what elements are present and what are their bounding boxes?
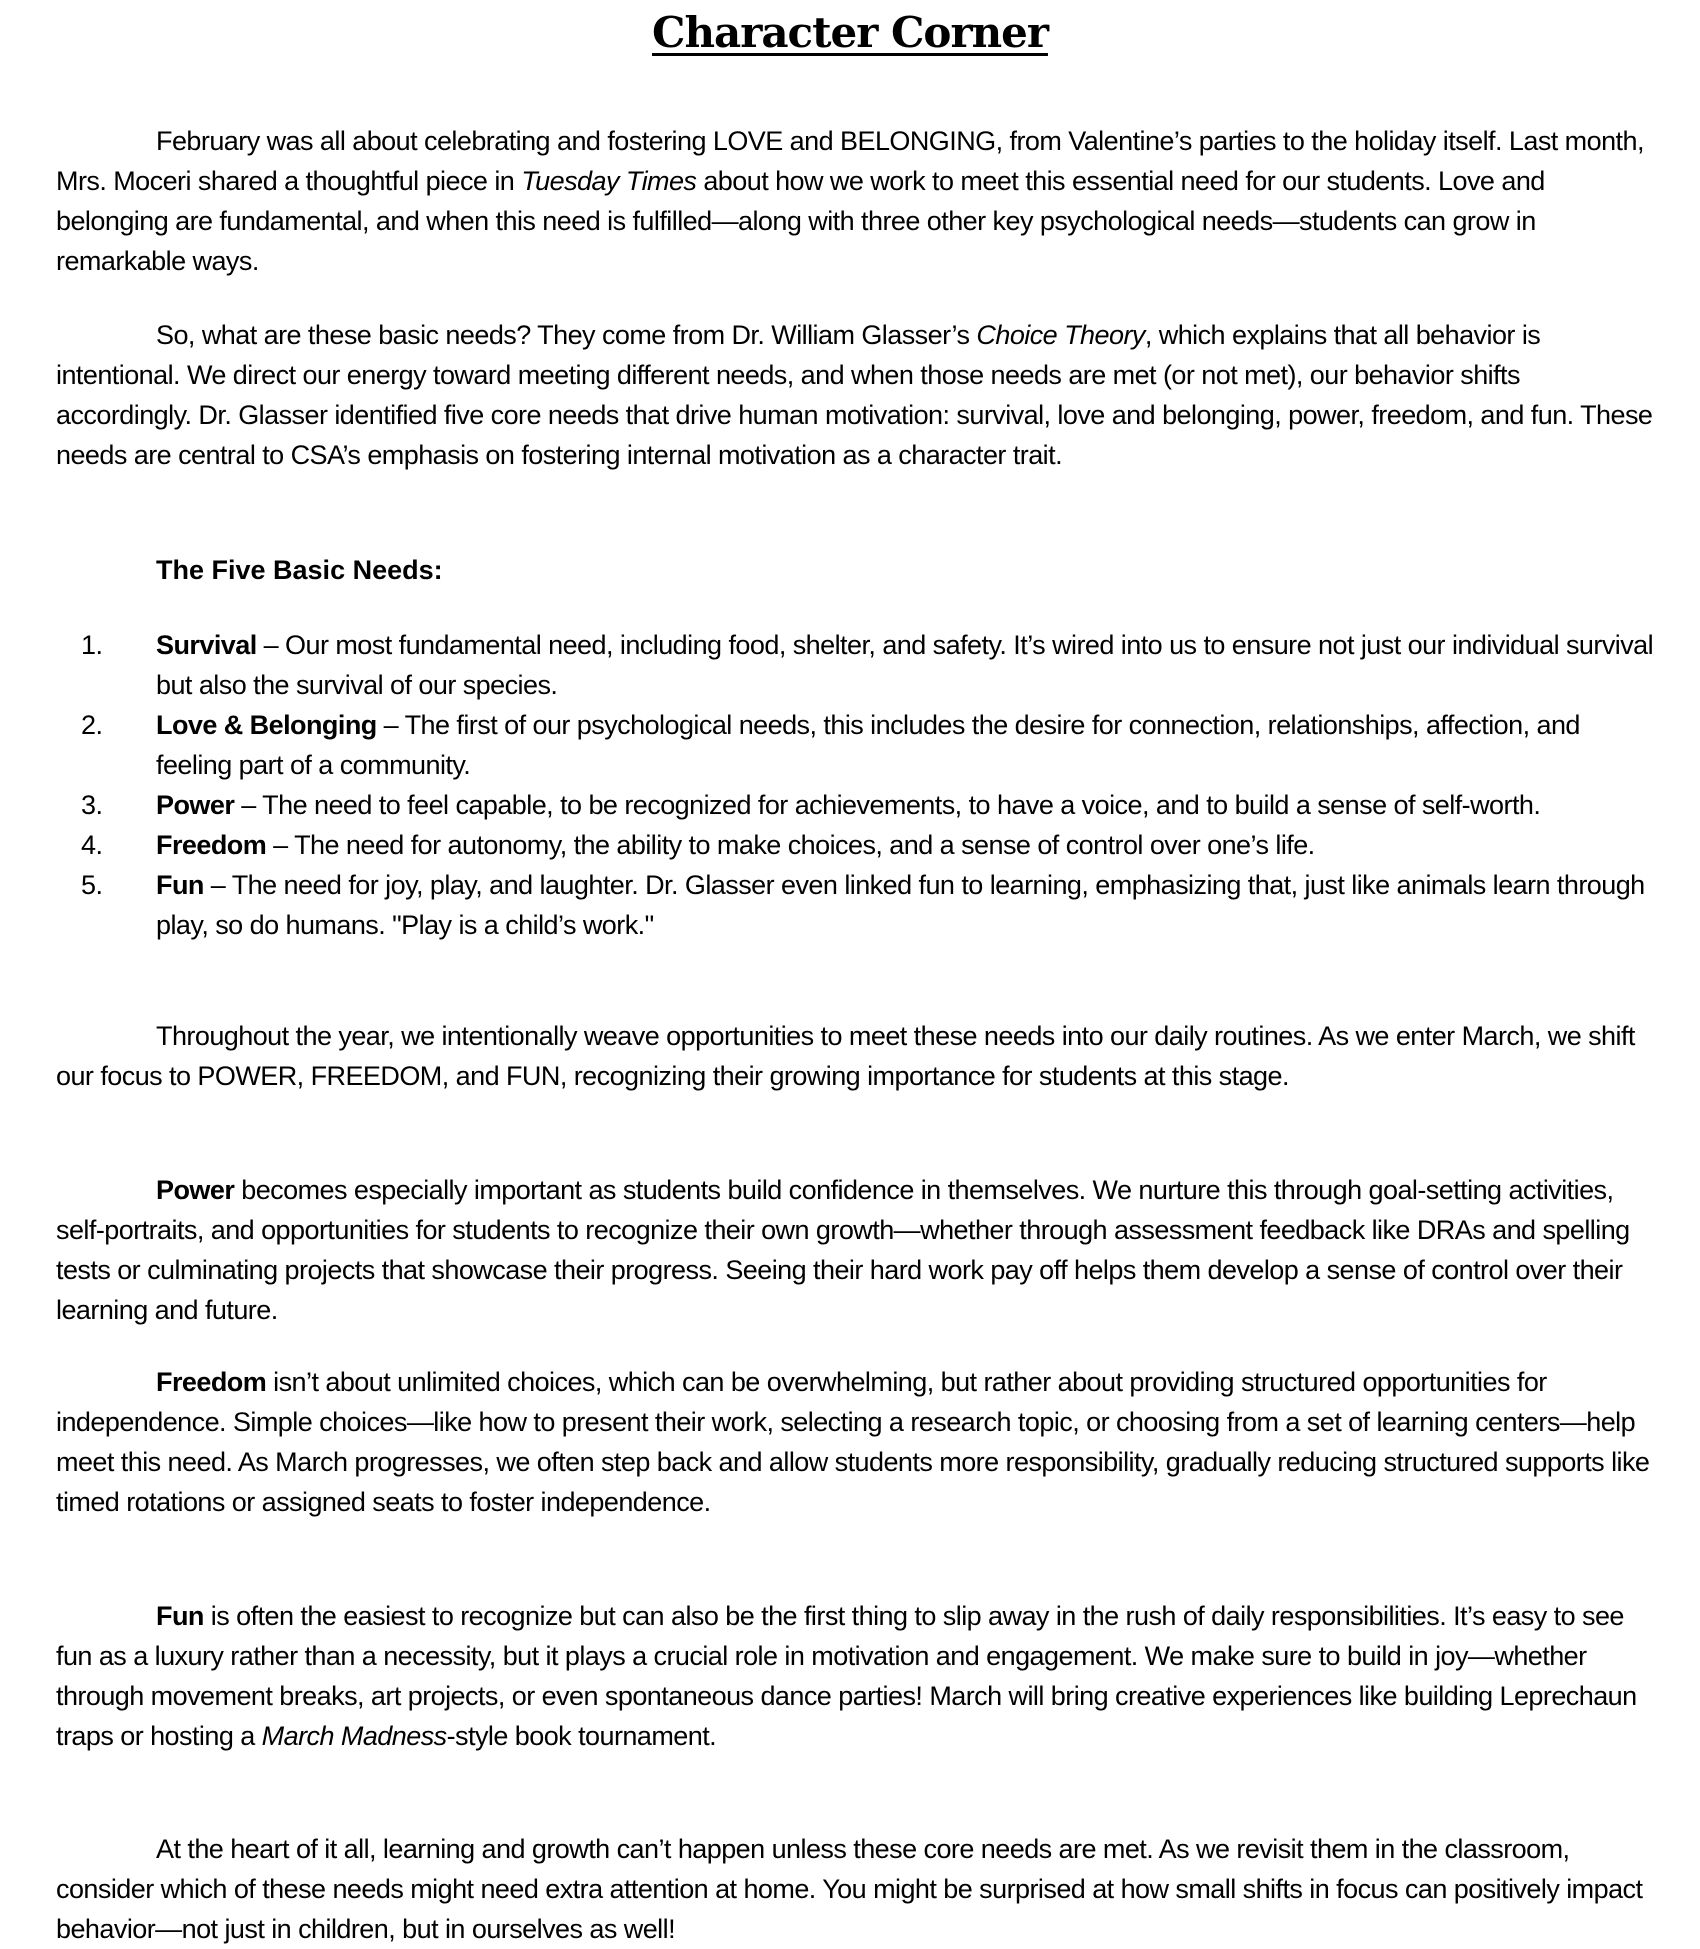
list-item: 5. Fun – The need for joy, play, and laughter. Dr. Glasser even linked fun to learning, emphasizing that, just like animals learn through play, so do humans. "Play is a child’s work." xyxy=(81,870,1645,940)
fun-paragraph: Fun is often the easiest to recognize but can also be the first thing to slip away in the rush of daily responsibilities. It’s easy to see fun as a luxury rather than a necessity, but it plays a crucial role in motivation and engagement. We make sure to build in joy—whether through movement breaks, art projects, or even spontaneous dance parties! March will bring creative experiences like building Leprechaun traps or hosting a March Madness-style book tournament. xyxy=(56,1601,1637,1751)
march-focus-paragraph: Throughout the year, we intentionally weave opportunities to meet these needs into our daily routines. As we enter March, we shift our focus to POWER, FREEDOM, and FUN, recognizing their growing importance for students at this stage. xyxy=(56,1021,1635,1091)
list-item: 3. Power – The need to feel capable, to be recognized for achievements, to have a voice, and to build a sense of self-worth. xyxy=(81,790,1541,820)
needs-list xyxy=(56,625,1656,945)
page-title: Character Corner xyxy=(652,8,1048,57)
choice-theory-paragraph: So, what are these basic needs? They come from Dr. William Glasser’s Choice Theory, which explains that all behavior is intentional. We direct our energy toward meeting different needs, and when those needs are met (or not met), our behavior shifts accordingly. Dr. Glasser identified five core needs that drive human motivation: survival, love and belonging, power, freedom, and fun. These needs are central to CSA’s emphasis on fostering internal motivation as a character trait. xyxy=(56,320,1653,470)
closing-paragraph: At the heart of it all, learning and growth can’t happen unless these core needs are met. As we revisit them in the classroom, consider which of these needs might need extra attention at home. You might be surprised at how small shifts in focus can positively impact behavior—not just in children, but in ourselves as well! xyxy=(56,1834,1643,1944)
needs-heading: The Five Basic Needs: xyxy=(156,555,443,585)
list-item: 4. Freedom – The need for autonomy, the ability to make choices, and a sense of control over one’s life. xyxy=(81,830,1315,860)
list-item: 1. Survival – Our most fundamental need, including food, shelter, and safety. It’s wired into us to ensure not just our individual survival but also the survival of our species. xyxy=(81,630,1654,700)
power-paragraph: Power becomes especially important as students build confidence in themselves. We nurture this through goal-setting activities, self-portraits, and opportunities for students to recognize their own growth—whether through assessment feedback like DRAs and spelling tests or culminating projects that showcase their progress. Seeing their hard work pay off helps them develop a sense of control over their learning and future. xyxy=(56,1175,1630,1325)
freedom-paragraph: Freedom isn’t about unlimited choices, which can be overwhelming, but rather about providing structured opportunities for independence. Simple choices—like how to present their work, selecting a research topic, or choosing from a set of learning centers—help meet this need. As March progresses, we often step back and allow students more responsibility, gradually reducing structured supports like timed rotations or assigned seats to foster independence. xyxy=(56,1367,1650,1517)
intro-paragraph: February was all about celebrating and fostering LOVE and BELONGING, from Valentine’s parties to the holiday itself. Last month, Mrs. Moceri shared a thoughtful piece in Tuesday Times about how we work to meet this essential need for our students. Love and belonging are fundamental, and when this need is fulfilled—along with three other key psychological needs—students can grow in remarkable ways. xyxy=(56,126,1644,276)
list-item: 2. Love & Belonging – The first of our psychological needs, this includes the desire for connection, relationships, affection, and feeling part of a community. xyxy=(81,710,1580,780)
